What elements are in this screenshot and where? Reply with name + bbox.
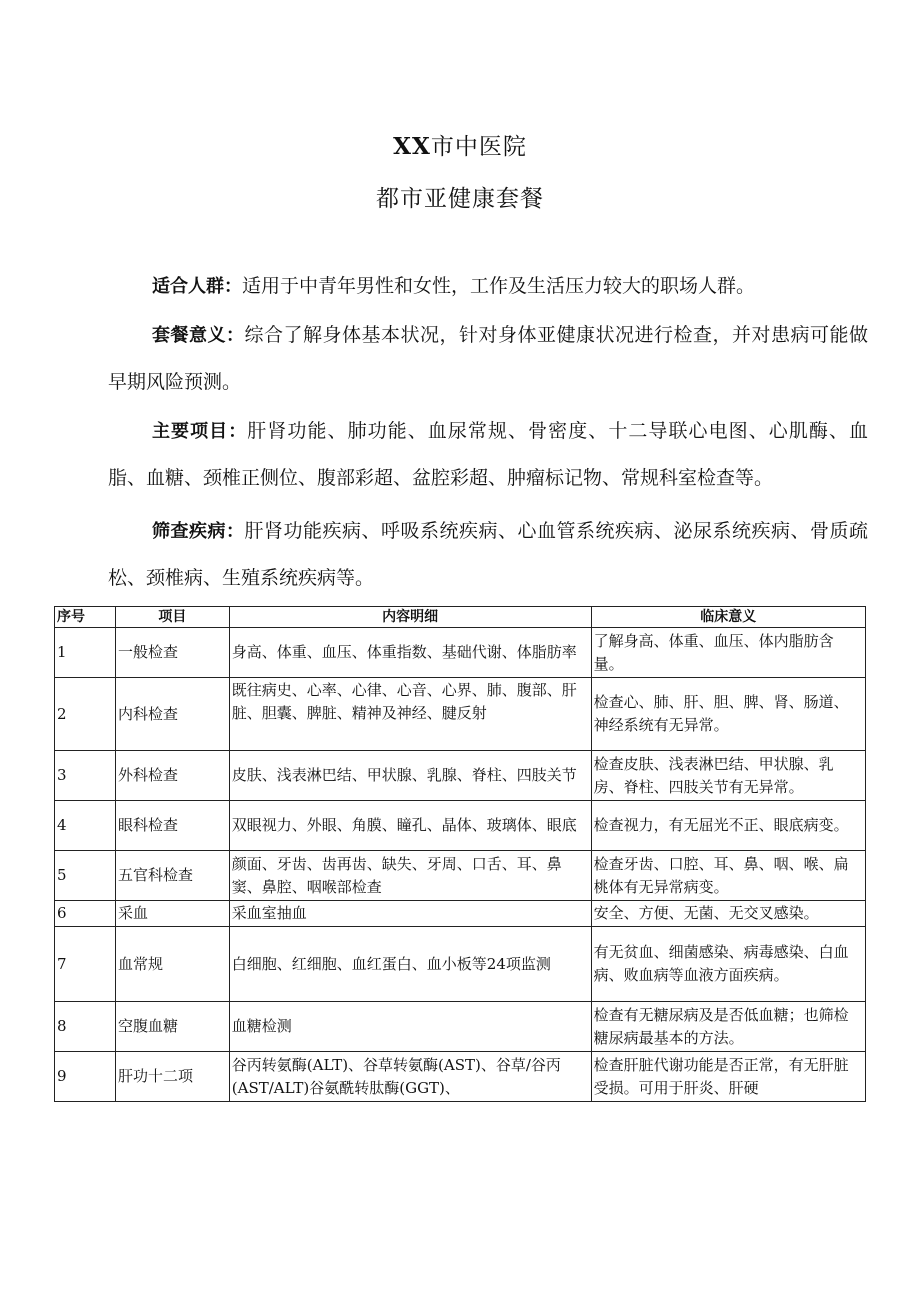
row-item: 肝功十二项 bbox=[115, 1052, 229, 1102]
row-meaning: 了解身高、体重、血压、体内脂肪含量。 bbox=[591, 628, 865, 678]
section-text: 适用于中青年男性和女性，工作及生活压力较大的职场人群。 bbox=[242, 275, 756, 297]
row-meaning: 检查有无糖尿病及是否低血糖；也筛检糖尿病最基本的方法。 bbox=[591, 1002, 865, 1052]
row-meaning: 检查视力，有无屈光不正、眼底病变。 bbox=[591, 801, 865, 851]
row-no: 6 bbox=[55, 901, 116, 927]
row-no: 4 bbox=[55, 801, 116, 851]
section-main-items bbox=[108, 408, 868, 501]
row-no: 9 bbox=[55, 1052, 116, 1102]
row-content: 双眼视力、外眼、角膜、瞳孔、晶体、玻璃体、眼底 bbox=[229, 801, 591, 851]
row-item: 内科检查 bbox=[115, 678, 229, 751]
section-significance bbox=[108, 312, 868, 405]
table-row bbox=[55, 901, 866, 927]
package-title: 都市亚健康套餐 bbox=[376, 186, 544, 212]
row-meaning: 检查肝脏代谢功能是否正常，有无肝脏受损。可用于肝炎、肝硬 bbox=[591, 1052, 865, 1102]
section-text: 肝肾功能、肺功能、血尿常规、骨密度、十二导联心电图、心肌酶、血脂、血糖、颈椎正侧位、腹部彩超、盆腔彩超、肿瘤标记物、常规科室检查等。 bbox=[108, 420, 868, 489]
row-meaning: 检查皮肤、浅表淋巴结、甲状腺、乳房、脊柱、四肢关节有无异常。 bbox=[591, 751, 865, 801]
row-meaning: 有无贫血、细菌感染、病毒感染、白血病、败血病等血液方面疾病。 bbox=[591, 927, 865, 1002]
row-item: 五官科检查 bbox=[115, 851, 229, 901]
row-item: 外科检查 bbox=[115, 751, 229, 801]
table-row bbox=[55, 751, 866, 801]
header-item: 项目 bbox=[115, 607, 229, 628]
header-meaning: 临床意义 bbox=[591, 607, 865, 628]
row-content: 血糖检测 bbox=[229, 1002, 591, 1052]
row-item: 空腹血糖 bbox=[115, 1002, 229, 1052]
row-item: 眼科检查 bbox=[115, 801, 229, 851]
section-text: 综合了解身体基本状况，针对身体亚健康状况进行检查，并对患病可能做早期风险预测。 bbox=[108, 324, 868, 393]
row-meaning: 安全、方便、无菌、无交叉感染。 bbox=[591, 901, 865, 927]
checkup-items-table bbox=[54, 606, 866, 1102]
table-row bbox=[55, 628, 866, 678]
row-no: 5 bbox=[55, 851, 116, 901]
table-row bbox=[55, 927, 866, 1002]
row-no: 3 bbox=[55, 751, 116, 801]
row-meaning: 检查心、肺、肝、胆、脾、肾、肠道、神经系统有无异常。 bbox=[591, 678, 865, 751]
hospital-title bbox=[0, 128, 920, 161]
section-label: 主要项目： bbox=[152, 421, 248, 442]
hospital-name: 市中医院 bbox=[430, 134, 527, 160]
row-no: 1 bbox=[55, 628, 116, 678]
table-row bbox=[55, 678, 866, 751]
header-content: 内容明细 bbox=[229, 607, 591, 628]
section-label: 套餐意义： bbox=[152, 325, 245, 346]
table-row bbox=[55, 801, 866, 851]
section-text: 肝肾功能疾病、呼吸系统疾病、心血管系统疾病、泌尿系统疾病、骨质疏松、颈椎病、生殖系统疾病等。 bbox=[108, 520, 868, 589]
row-item: 血常规 bbox=[115, 927, 229, 1002]
section-label: 适合人群： bbox=[152, 276, 242, 297]
row-content: 皮肤、浅表淋巴结、甲状腺、乳腺、脊柱、四肢关节 bbox=[229, 751, 591, 801]
table-row bbox=[55, 1002, 866, 1052]
section-label: 筛查疾病： bbox=[152, 521, 245, 542]
table-header-row bbox=[55, 607, 866, 628]
row-no: 8 bbox=[55, 1002, 116, 1052]
row-item: 一般检查 bbox=[115, 628, 229, 678]
row-content: 既往病史、心率、心律、心音、心界、肺、腹部、肝脏、胆囊、脾脏、精神及神经、腱反射 bbox=[229, 678, 591, 751]
section-target-group bbox=[108, 263, 868, 310]
row-content: 谷丙转氨酶(ALT)、谷草转氨酶(AST)、谷草/谷丙(AST/ALT)谷氨酰转肽酶(GGT)、 bbox=[229, 1052, 591, 1102]
row-no: 2 bbox=[55, 678, 116, 751]
section-screened-diseases bbox=[108, 508, 868, 601]
hospital-prefix: XX bbox=[393, 133, 431, 160]
row-content: 白细胞、红细胞、血红蛋白、血小板等24项监测 bbox=[229, 927, 591, 1002]
table-row bbox=[55, 1052, 866, 1102]
row-meaning: 检查牙齿、口腔、耳、鼻、咽、喉、扁桃体有无异常病变。 bbox=[591, 851, 865, 901]
row-content: 颜面、牙齿、齿再齿、缺失、牙周、口舌、耳、鼻窦、鼻腔、咽喉部检查 bbox=[229, 851, 591, 901]
row-content: 采血室抽血 bbox=[229, 901, 591, 927]
header-no: 序号 bbox=[55, 607, 116, 628]
row-content: 身高、体重、血压、体重指数、基础代谢、体脂肪率 bbox=[229, 628, 591, 678]
row-item: 采血 bbox=[115, 901, 229, 927]
row-no: 7 bbox=[55, 927, 116, 1002]
table-row bbox=[55, 851, 866, 901]
